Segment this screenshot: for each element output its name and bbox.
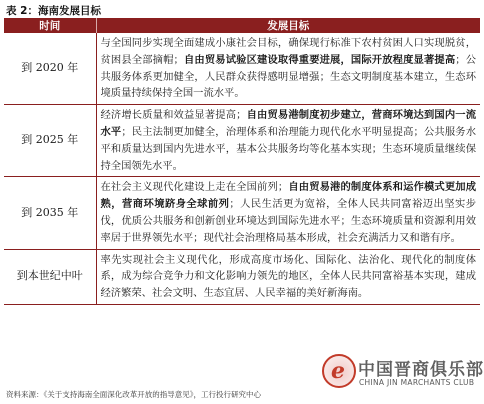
goal-cell bbox=[96, 177, 480, 249]
period-cell: 到 2035 年 bbox=[4, 177, 96, 249]
goal-text: 经济增长质量和效益显著提高； bbox=[100, 109, 247, 122]
table-row bbox=[4, 177, 480, 249]
period-cell: 到 2020 年 bbox=[4, 33, 96, 105]
period-cell: 到 2025 年 bbox=[4, 105, 96, 177]
goal-cell bbox=[96, 33, 480, 105]
header-goal: 发展目标 bbox=[96, 18, 480, 33]
goal-cell bbox=[96, 105, 480, 177]
goal-text: ；公共服务体系更加健全，人民群众获得感明显增强；生态文明制度基本建立，生态环境质量持续保持全国一流水平。 bbox=[100, 53, 477, 100]
table-row bbox=[4, 105, 480, 177]
goal-text: ；人民生活更为宽裕，全体人民共同富裕迈出坚实步伐，优质公共服务和创新创业环境达到国际先进水平；生态环境质量和资源利用效率居于世界领先水平；现代社会治理格局基本形成，社会充满活力又和谐有序。 bbox=[100, 198, 477, 244]
development-goals-table bbox=[4, 18, 480, 305]
goal-text: 与全国同步实现全面建成小康社会目标，确保现行标准下农村贫困人口实现脱贫，贫困县全部摘帽； bbox=[100, 37, 476, 66]
header-period: 时间 bbox=[4, 18, 96, 33]
table-row bbox=[4, 249, 480, 304]
table-title: 表 2：海南发展目标 bbox=[6, 5, 101, 17]
goal-text: ；民主法制更加健全，治理体系和治理能力现代化水平明显提高；公共服务水平和质量达到国内先进水平，基本公共服务均等化基本实现；生态环境质量继续保持全国领先水平。 bbox=[100, 125, 477, 172]
period-cell: 到本世纪中叶 bbox=[4, 249, 96, 304]
table-header-row bbox=[4, 18, 480, 33]
watermark-en-text: CHINA JIN MARCHANTS CLUB bbox=[359, 378, 475, 387]
goal-text-bold: 自由贸易港的制度体系和运作模式更加成熟，营商环境跻身全球前列 bbox=[100, 181, 477, 211]
goal-text: 率先实现社会主义现代化，形成高度市场化、国际化、法治化、现代化的制度体系，成为综合竞争力和文化影响力领先的地区，全体人民共同富裕基本实现，建成经济繁荣、社会文明、生态宜居、人民幸福的美好新海南。 bbox=[100, 253, 476, 300]
watermark-cn-text: 中国晋商俱乐部 bbox=[358, 360, 484, 380]
goal-cell bbox=[96, 249, 480, 304]
goal-text-bold: 自由贸易港制度初步建立，营商环境达到国内一流水平 bbox=[100, 109, 477, 138]
goal-text: 在社会主义现代化建设上走在全国前列； bbox=[100, 181, 289, 194]
source-note: 资料来源：《关于支持海南全面深化改革开放的指导意见》，工行投行研究中心 bbox=[6, 390, 261, 399]
club-logo-icon: e bbox=[322, 354, 356, 388]
goal-text-bold: 自由贸易试验区建设取得重要进展，国际开放程度显著提高 bbox=[183, 53, 456, 66]
club-watermark bbox=[322, 354, 484, 390]
table-row bbox=[4, 33, 480, 105]
